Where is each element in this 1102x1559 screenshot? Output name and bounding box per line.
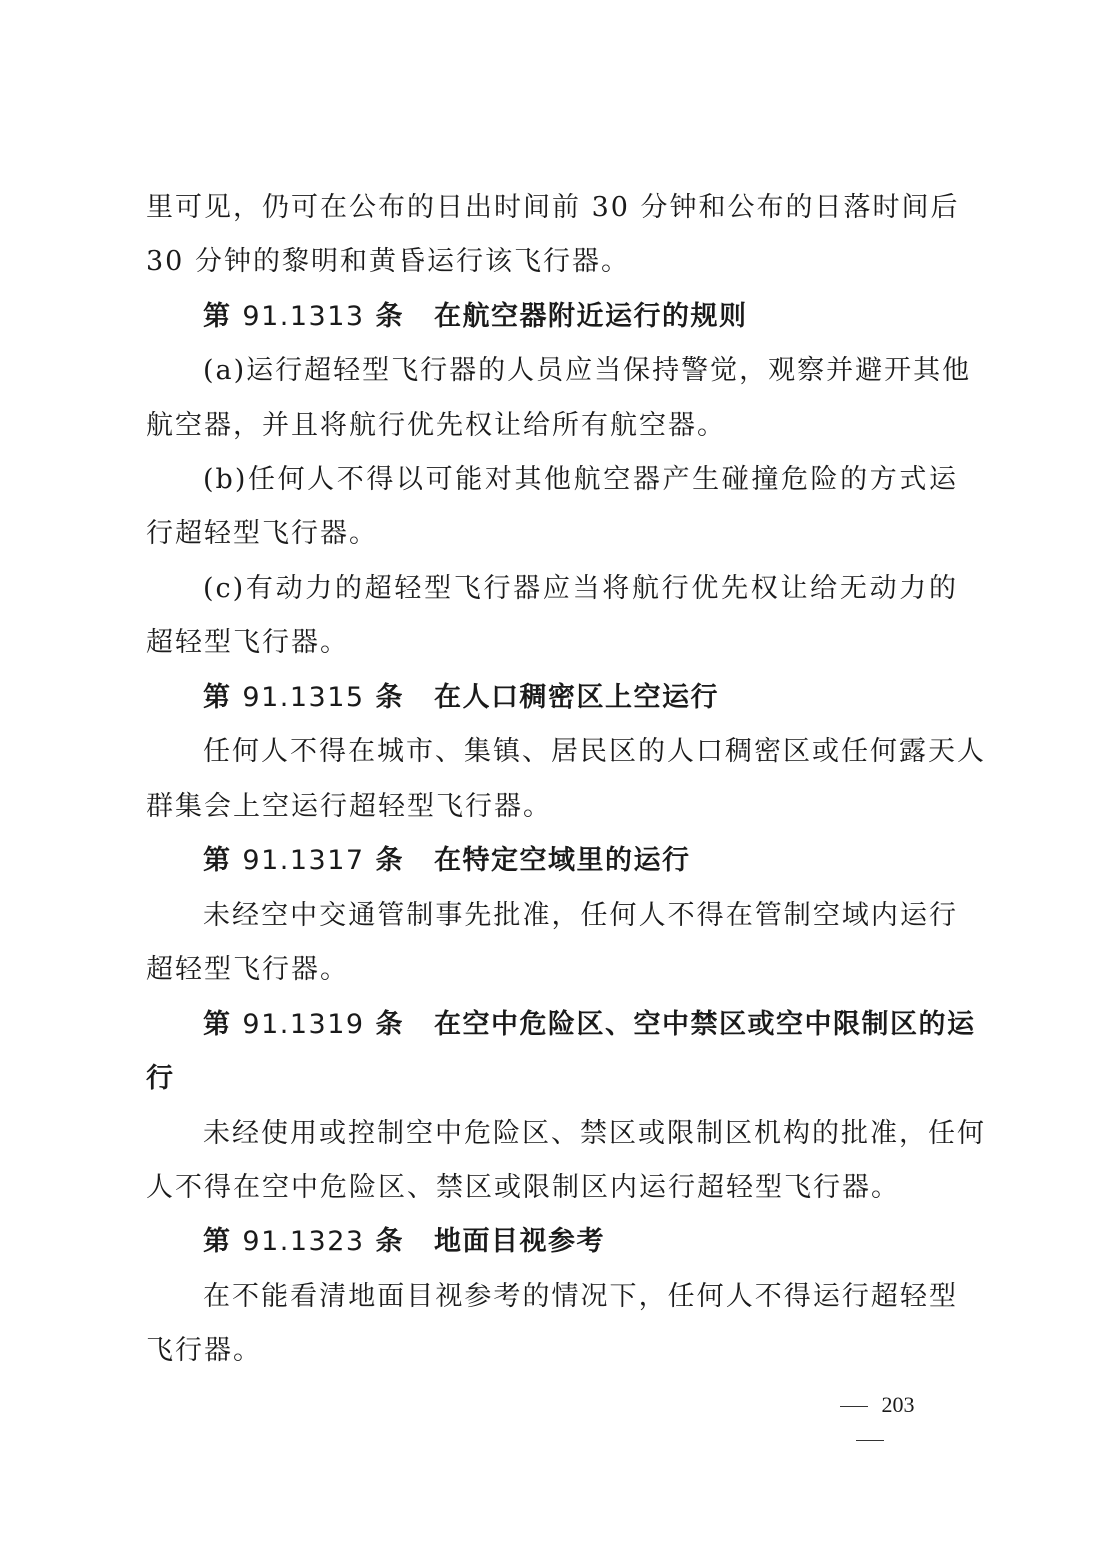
heading-title: 在特定空域里的运行	[433, 845, 691, 876]
article-heading-91-1323	[203, 1222, 958, 1262]
heading-title: 地面目视参考	[433, 1226, 605, 1257]
heading-suffix: 条	[375, 301, 404, 332]
heading-prefix: 第	[203, 682, 232, 713]
heading-number: 91.1317	[242, 845, 365, 876]
article-heading-continuation: 行	[146, 1063, 175, 1094]
article-heading-91-1317	[203, 841, 958, 881]
heading-suffix: 条	[375, 845, 404, 876]
body-line: 未经空中交通管制事先批准，任何人不得在管制空域内运行	[203, 900, 958, 931]
article-heading-91-1319	[203, 1005, 976, 1045]
body-line: 在不能看清地面目视参考的情况下，任何人不得运行超轻型	[203, 1281, 958, 1312]
heading-number: 91.1323	[242, 1226, 365, 1257]
heading-prefix: 第	[203, 301, 232, 332]
body-line: (b)任何人不得以可能对其他航空器产生碰撞危险的方式运	[203, 464, 958, 495]
heading-title: 在人口稠密区上空运行	[433, 682, 719, 713]
page-number	[800, 1388, 940, 1422]
heading-prefix: 第	[203, 1009, 232, 1040]
body-line: 人不得在空中危险区、禁区或限制区内运行超轻型飞行器。	[146, 1172, 900, 1203]
body-line: 里可见，仍可在公布的日出时间前 30 分钟和公布的日落时间后	[146, 192, 960, 223]
body-line: 30 分钟的黎明和黄昏运行该飞行器。	[146, 246, 630, 277]
heading-number: 91.1313	[242, 301, 365, 332]
body-line: 飞行器。	[146, 1335, 262, 1366]
heading-prefix: 第	[203, 845, 232, 876]
heading-suffix: 条	[375, 1009, 404, 1040]
body-line: 行超轻型飞行器。	[146, 518, 378, 549]
body-line: 超轻型飞行器。	[146, 954, 349, 985]
heading-title: 在空中危险区、空中禁区或空中限制区的运	[433, 1009, 976, 1040]
body-line: (a)运行超轻型飞行器的人员应当保持警觉，观察并避开其他	[203, 355, 972, 386]
body-line: 航空器，并且将航行优先权让给所有航空器。	[146, 410, 726, 441]
heading-number: 91.1319	[242, 1009, 365, 1040]
heading-suffix: 条	[375, 1226, 404, 1257]
dash-left	[840, 1406, 868, 1407]
body-line: 未经使用或控制空中危险区、禁区或限制区机构的批准，任何	[203, 1118, 986, 1149]
article-heading-91-1313	[203, 297, 958, 337]
body-line: 超轻型飞行器。	[146, 627, 349, 658]
heading-title: 在航空器附近运行的规则	[433, 301, 748, 332]
body-line: 群集会上空运行超轻型飞行器。	[146, 791, 552, 822]
body-line: 任何人不得在城市、集镇、居民区的人口稠密区或任何露天人	[203, 736, 986, 767]
page-number-value: 203	[881, 1392, 915, 1417]
dash-right	[856, 1440, 884, 1441]
heading-prefix: 第	[203, 1226, 232, 1257]
body-line: (c)有动力的超轻型飞行器应当将航行优先权让给无动力的	[203, 573, 958, 604]
heading-number: 91.1315	[242, 682, 365, 713]
heading-suffix: 条	[375, 682, 404, 713]
article-heading-91-1315	[203, 678, 958, 718]
